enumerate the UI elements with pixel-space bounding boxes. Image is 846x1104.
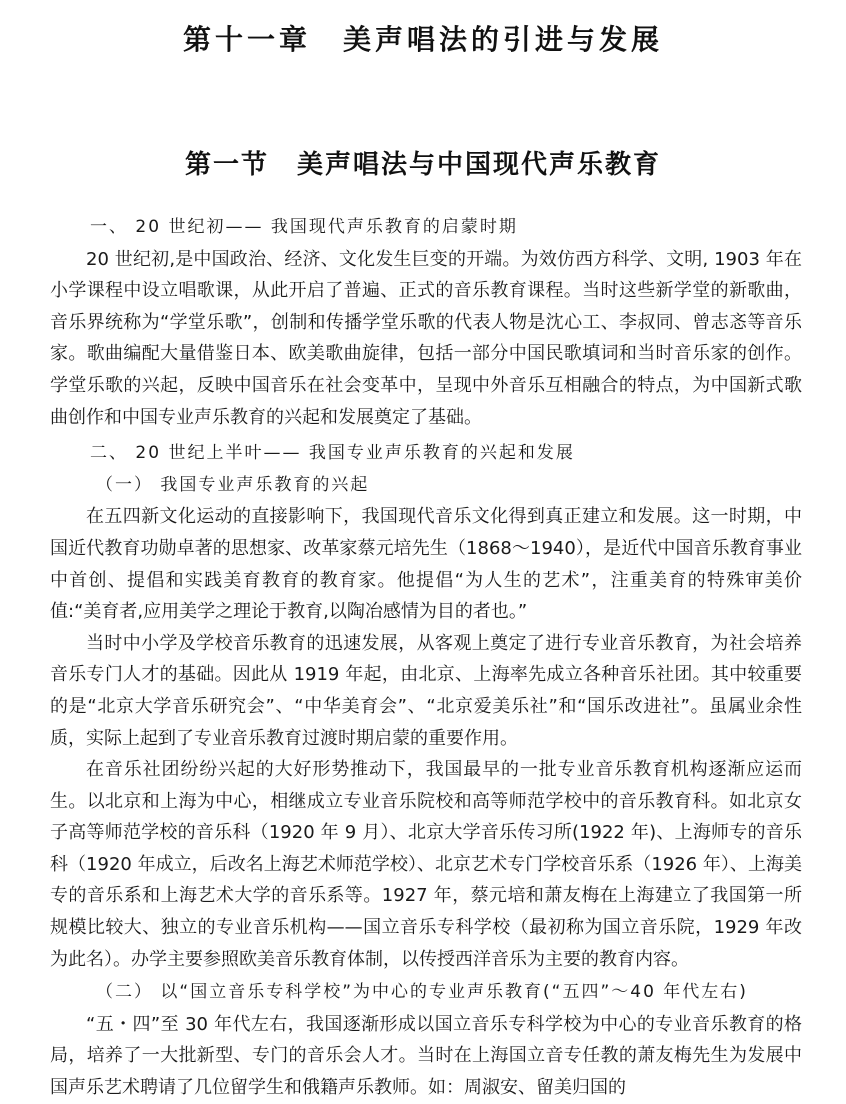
part2-sub1-paragraph-1: 在五四新文化运动的直接影响下，我国现代音乐文化得到真正建立和发展。这一时期，中国近代教育功勋卓著的思想家、改革家蔡元培先生（1868～1940），是近代中国音乐教育事业中首创、提倡和实践美育教育的教育家。他提倡“为人生的艺术”，注重美育的特殊审美价值:“美育者,应用美学之理论于教育,以陶冶感情为目的者也。” bbox=[50, 506, 802, 623]
part2-sub1-heading: （一） 我国专业声乐教育的兴起 bbox=[96, 474, 370, 495]
chapter-title: 第十一章 美声唱法的引进与发展 bbox=[182, 23, 663, 56]
part2-sub1-paragraph-2: 当时中小学及学校音乐教育的迅速发展，从客观上奠定了进行专业音乐教育，为社会培养音乐专门人才的基础。因此从 1919 年起，由北京、上海率先成立各种音乐社团。其中较重要的是“北京大学音乐研究会”、“中华美育会”、“北京爱美乐社”和“国乐改进社”。虽属业余性质，实际上起到了专业音乐教育过渡时期启蒙的重要作用。 bbox=[50, 632, 802, 749]
part1-heading: 一、 20 世纪初—— 我国现代声乐教育的启蒙时期 bbox=[90, 217, 518, 237]
part2-sub2-heading: （二） 以“国立音乐专科学校”为中心的专业声乐教育(“五四”～40 年代左右) bbox=[96, 982, 748, 1003]
part2-heading: 二、 20 世纪上半叶—— 我国专业声乐教育的兴起和发展 bbox=[90, 443, 575, 464]
section-title: 第一节 美声唱法与中国现代声乐教育 bbox=[184, 150, 661, 180]
part2-sub2-paragraph: “五・四”至 30 年代左右，我国逐渐形成以国立音乐专科学校为中心的专业音乐教育的格局，培养了一大批新型、专门的音乐会人才。当时在上海国立音专任教的萧友梅先生为发展中国声乐艺术聘请了几位留学生和俄籍声乐教师。如：周淑安、留美归国的 bbox=[50, 1013, 802, 1099]
part2-sub1-paragraph-3: 在音乐社团纷纷兴起的大好形势推动下，我国最早的一批专业音乐教育机构逐渐应运而生。以北京和上海为中心，相继成立专业音乐院校和高等师范学校中的音乐教育科。如北京女子高等师范学校的音乐科（1920 年 9 月）、北京大学音乐传习所(1922 年)、上海师专的音乐科（1920 年成立，后改名上海艺术师范学校）、北京艺术专门学校音乐系（1926 年）、上海美专的音乐系和上海艺术大学的音乐系等。1927 年，蔡元培和萧友梅在上海建立了我国第一所规模比较大、独立的专业音乐机构——国立音乐专科学校（最初称为国立音乐院，1929 年改为此名）。办学主要参照欧美音乐教育体制，以传授西洋音乐为主要的教育内容。 bbox=[50, 759, 802, 970]
body-text bbox=[50, 212, 802, 1104]
part1-paragraph: 20 世纪初,是中国政治、经济、文化发生巨变的开端。为效仿西方科学、文明, 1903 年在小学课程中设立唱歌课，从此开启了普遍、正式的音乐教育课程。当时这些新学堂的新歌曲，音乐界统称为“学堂乐歌”，创制和传播学堂乐歌的代表人物是沈心工、李叔同、曾志忞等音乐家。歌曲编配大量借鉴日本、欧美歌曲旋律，包括一部分中国民歌填词和当时音乐家的创作。学堂乐歌的兴起，反映中国音乐在社会变革中，呈现中外音乐互相融合的特点，为中国新式歌曲创作和中国专业声乐教育的兴起和发展奠定了基础。 bbox=[50, 248, 802, 428]
